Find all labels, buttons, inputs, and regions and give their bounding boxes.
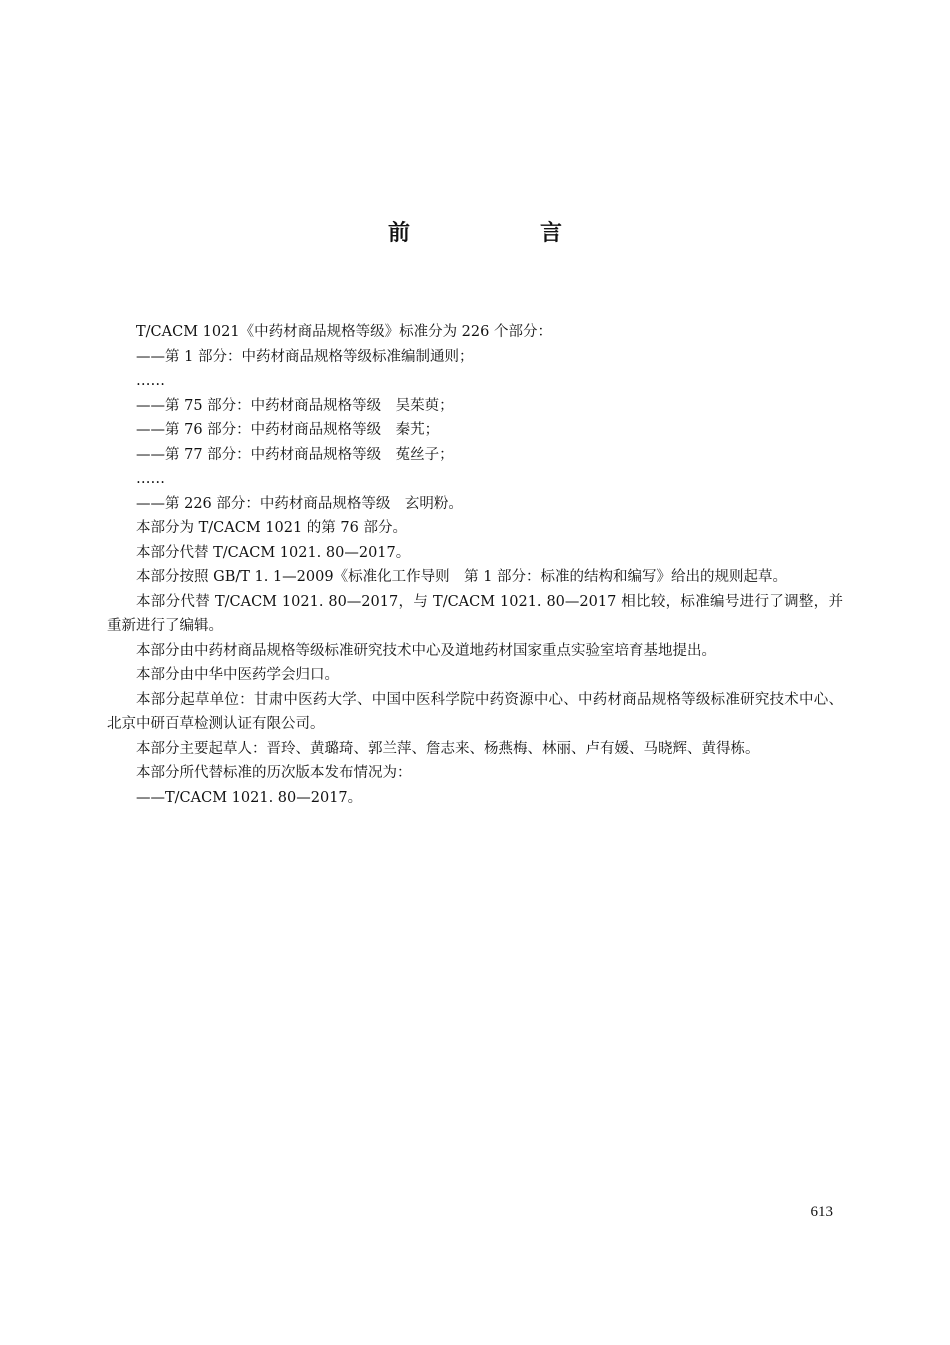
paragraph-proposed-by: 本部分由中药材商品规格等级标准研究技术中心及道地药材国家重点实验室培育基地提出。 [136,642,716,659]
paragraph-part-number: 本部分为 T/CACM 1021 的第 76 部分。 [136,520,407,536]
list-item-part-226: ——第 226 部分：中药材商品规格等级 玄明粉。 [136,495,463,512]
paragraph-drafters: 本部分主要起草人：晋玲、黄璐琦、郭兰萍、詹志来、杨燕梅、林丽、卢有媛、马晓辉、黄得栋。 [136,740,760,757]
list-item-history: ——T/CACM 1021. 80—2017。 [136,789,363,806]
list-item-part-77: ——第 77 部分：中药材商品规格等级 菟丝子； [136,446,454,463]
paragraph-intro: T/CACM 1021《中药材商品规格等级》标准分为 226 个部分： [136,324,552,340]
paragraph-centralized-by: 本部分由中华中医药学会归口。 [136,667,339,683]
paragraph-replaces: 本部分代替 T/CACM 1021. 80—2017。 [136,544,411,561]
paragraph-drafting-units: 本部分起草单位：甘肃中医药大学、中国中医科学院中药资源中心、中药材商品规格等级标准研究技术中心、北京中研百草检测认证有限公司。 [107,691,843,732]
page-number: 613 [810,1204,833,1220]
paragraph-history-intro: 本部分所代替标准的历次版本发布情况为： [136,765,412,781]
list-item-part-1: ——第 1 部分：中药材商品规格等级标准编制通则； [136,348,474,365]
list-item-part-76: ——第 76 部分：中药材商品规格等级 秦艽； [136,422,440,438]
ellipsis: …… [136,373,165,389]
body-text [107,320,843,810]
page-title: 前 言 [387,221,616,246]
list-item-part-75: ——第 75 部分：中药材商品规格等级 吴茱萸； [136,397,454,414]
paragraph-drafting-rules: 本部分按照 GB/T 1. 1—2009《标准化工作导则 第 1 部分：标准的结构和编写》给出的规则起草。 [136,569,788,585]
paragraph-changes: 本部分代替 T/CACM 1021. 80—2017，与 T/CACM 1021. 80—2017 相比较，标准编号进行了调整，并重新进行了编辑。 [107,593,843,634]
ellipsis: …… [136,471,165,487]
